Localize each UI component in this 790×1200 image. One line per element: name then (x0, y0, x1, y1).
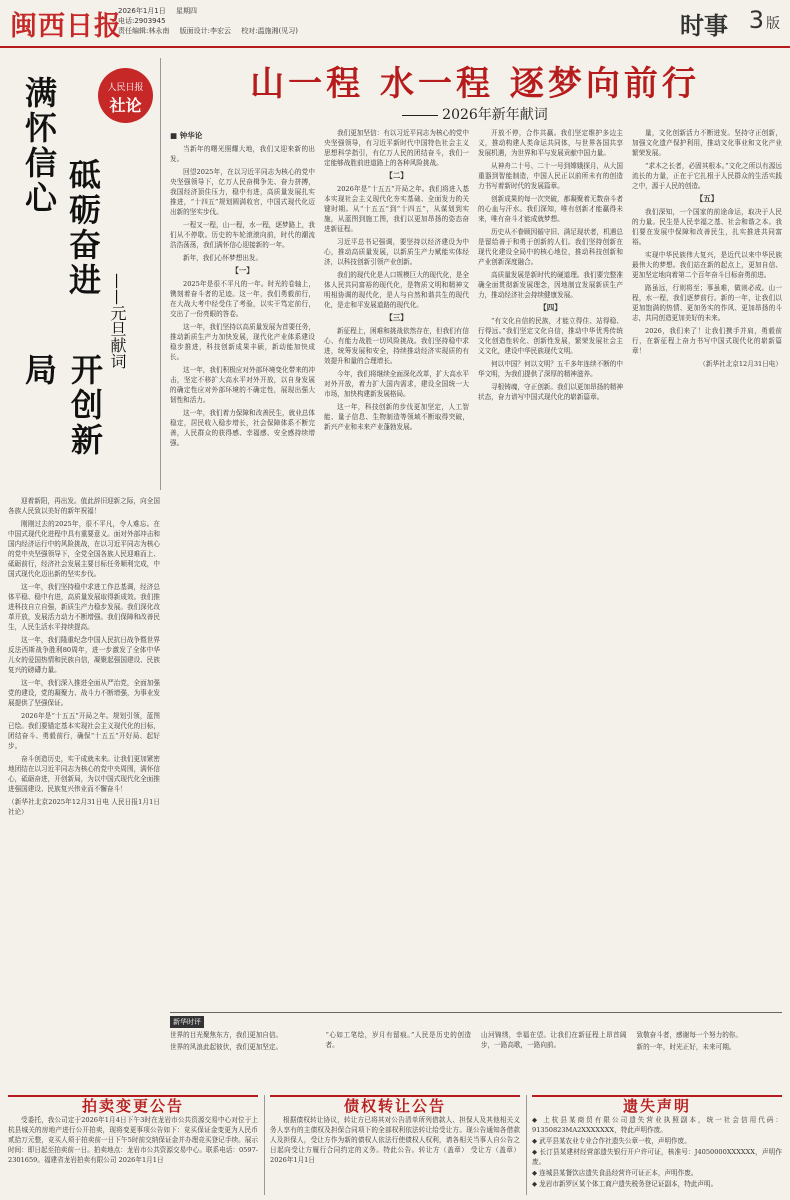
loss-statement-item: ◆ 龙岩市新罗区某个体工商户遗失税务登记证副本，特此声明。 (532, 1180, 718, 1188)
article-paragraph: 这一年，我们着力保障和改善民生，就业总体稳定，居民收入稳步增长，社会保障体系不断完善，人民群众的获得感、幸福感、安全感持续增强。 (170, 409, 315, 447)
article-column-2 (324, 128, 469, 1010)
proofreader: 校对:温施湘(见习) (241, 27, 299, 35)
article-paragraph: 新征程上，困难和挑战依然存在，但我们有信心、有能力战胜一切风险挑战。我们坚持稳中求进，统筹发展和安全，持续推动经济实现质的有效提升和量的合理增长。 (324, 327, 469, 365)
article-column-4 (632, 128, 782, 1010)
article-paragraph: 2026年是“十五五”开局之年。我们将进入基本实现社会主义现代化夯实基础、全面发力的关键时期。从“十五五”到“十四五”，从谋划到实施，从蓝图到施工图，我们以更加昂扬的姿态奋进新征程。 (324, 185, 469, 233)
article-section-marker: 【四】 (539, 303, 562, 312)
poetry-line: 新的一年，时光正好，未来可期。 (636, 1043, 736, 1051)
article-section-marker: 【二】 (385, 171, 408, 180)
editorial-paragraph: 这一年，我们隆重纪念中国人民抗日战争暨世界反法西斯战争胜利80周年，进一步激发了全体中华儿女的爱国热情和民族自信，凝聚起强国建设、民族复兴的磅礴力量。 (8, 636, 160, 674)
masthead-meta (118, 6, 306, 36)
editorial-title-line-1: 满怀信心 (20, 76, 58, 216)
editorial-paragraph: 2026年是“十五五”开局之年。规划引领，蓝图已绘。我们要锚定基本实现社会主义现代化的目标，团结奋斗、勇毅前行，确保“十五五”开好局、起好步。 (8, 712, 160, 750)
auction-notice-body: 受委托，我公司定于2026年1月4日下午3时在龙岩市公共资源交易中心对位于上杭县城关的房地产进行公开拍卖，现将变更事项公告如下：竞买保证金变更为人民币贰拾万元整，竞买人须于拍卖前一日下午5时前交纳保证金并办理竞买登记手续。展示时间：即日起至拍卖前一日。拍卖地点：龙岩市公共资源交易中心。联系电话：0597-2301659。福建省龙岩拍卖有限公司 2026年1月1日 (8, 1116, 258, 1164)
debt-transfer-notice-title: 债权转让公告 (343, 1097, 446, 1115)
article-paragraph: 何以中国？何以文明？五千多年连续不断的中华文明，为我们提供了深厚的精神滋养。 (478, 360, 623, 378)
article-dateline: （新华社北京12月31日电） (699, 360, 782, 368)
editorial-body (8, 496, 160, 1010)
article-section-marker: 【一】 (231, 266, 254, 275)
article-paragraph: 开放不停，合作共赢。我们坚定维护多边主义，推动构建人类命运共同体，与世界各国共享发展机遇，为世界和平与发展贡献中国力量。 (478, 129, 623, 157)
issue-date: 2026年1月1日 (118, 7, 166, 15)
editorial-byline: ——元旦献词 (108, 273, 127, 369)
article-paragraph: 当新年的曙光照耀大地，我们又迎来新的出发。 (170, 145, 315, 163)
phone: 电话:2903945 (118, 17, 166, 25)
auction-notice-title: 拍卖变更公告 (81, 1097, 184, 1115)
article-paragraph: 路虽远，行则将至；事虽难，做则必成。山一程，水一程，我们逐梦前行。新的一年，让我们以更加饱满的热情、更加务实的作风、更加昂扬的斗志，共同创造更加美好的未来。 (632, 284, 782, 322)
poetry-line: 致敬奋斗者，感谢每一个努力的你。 (636, 1031, 742, 1039)
poetry-line: 世界的目光聚焦东方，我们更加自信。 (170, 1031, 283, 1039)
auction-notice (8, 1095, 258, 1197)
loss-statement-title: 遗失声明 (622, 1097, 691, 1115)
editorial-paragraph: 奋斗创造历史，实干成就未来。让我们更加紧密地团结在以习近平同志为核心的党中央周围，满怀信心，砥砺奋进，开创新局，为以中国式现代化全面推进强国建设、民族复兴伟业而不懈奋斗！ (8, 755, 160, 793)
article-paragraph: “求木之长者，必固其根本。”文化之所以有源远流长的力量，正在于它扎根于人民群众的生活实践之中，源于人民的创造。 (632, 162, 782, 190)
loss-statement-item: ◆ 武平县某农业专业合作社遗失公章一枚，声明作废。 (532, 1137, 691, 1145)
masthead (0, 0, 790, 48)
divider (264, 1095, 265, 1195)
article-paragraph: 历史从不眷顾因循守旧、满足现状者，机遇总是留给善于和勇于创新的人们。我们坚持创新在现代化建设全局中的核心地位，推动科技创新和产业创新深度融合。 (478, 228, 623, 266)
article-paragraph: 寻根铸魂，守正创新。我们以更加昂扬的精神状态，奋力谱写中国式现代化的崭新篇章。 (478, 383, 623, 401)
article-paragraph: 新年，我们心怀梦想出发。 (183, 254, 263, 262)
article-paragraph: 一程又一程，山一程，水一程，逐梦路上，我们从不停歇。历史的车轮滚滚向前，时代的潮流浩浩荡荡，我们满怀信心迎接新的一年。 (170, 221, 315, 249)
article-paragraph: 我们的现代化是人口规模巨大的现代化，是全体人民共同富裕的现代化，是物质文明和精神文明相协调的现代化，是人与自然和谐共生的现代化，是走和平发展道路的现代化。 (324, 271, 469, 309)
divider (526, 1095, 527, 1195)
loss-statement-item: ◆ 上杭县某商贸有限公司遗失营业执照副本，统一社会信用代码：91350823MA2XXXXXXX，特此声明作废。 (532, 1116, 782, 1134)
editorial-title-line-3: 开创新局 (20, 353, 104, 458)
loss-statement-notice (532, 1095, 782, 1197)
debt-transfer-notice (270, 1095, 520, 1197)
newspaper-logo: 闽西日报 (10, 11, 122, 42)
editorial-paragraph: 迎着新阳，再出发。值此辞旧迎新之际，向全国各族人民致以美好的新年祝福！ (8, 497, 160, 515)
editor: 责任编辑:林永南 (118, 27, 170, 35)
main-headline: 山一程 水一程 逐梦向前行 (250, 64, 700, 104)
article-paragraph: 量，文化创新活力不断迸发。坚持守正创新，加强文化遗产保护利用，推动文化事业和文化产业繁荣发展。 (632, 129, 782, 157)
article-paragraph: 这一年，科技创新的步伐更加坚定，人工智能、量子信息、生物制造等领域不断取得突破，新兴产业和未来产业蓬勃发展。 (324, 403, 469, 431)
poetry-line: 世界的风浪此起彼伏，我们更加坚定。 (170, 1043, 283, 1051)
article-paragraph: 回望2025年，在以习近平同志为核心的党中央坚强领导下，亿万人民奋楫争先、奋力拼搏，我国经济顶住压力，稳中有进，高质量发展扎实推进，“十四五”规划圆满收官，中国式现代化迈出新的坚实步伐。 (170, 168, 315, 216)
loss-statement-item: ◆ 长汀县某建材经营部遗失银行开户许可证，核准号：J4050000XXXXXX，声明作废。 (532, 1148, 782, 1166)
article-paragraph: 这一年，我们积极应对外部环境变化带来的冲击，坚定不移扩大高水平对外开放，以自身发展的确定性应对外部环境的不确定性，展现出强大韧性和活力。 (170, 366, 315, 404)
page-number: 3 版 (748, 6, 780, 34)
editorial-title-block (8, 58, 161, 490)
article-paragraph: 我们深知，一个国家的前途命运，取决于人民的力量。民生是人民幸福之基、社会和谐之本。我们要在发展中保障和改善民生，扎实推进共同富裕。 (632, 208, 782, 246)
article-paragraph: “有文化自信的民族，才能立得住、站得稳、行得远。”我们坚定文化自信，推动中华优秀传统文化创造性转化、创新性发展，繁荣发展社会主义文化，建设中华民族现代文明。 (478, 317, 623, 355)
poetry-line: “心如工笔绘，岁月有留痕。”人民是历史的创造者。 (325, 1031, 471, 1049)
debt-transfer-notice-body: 根据债权转让协议，转让方已将其对公告清单所列借款人、担保人及其他相关义务人享有的主债权及担保合同项下的全部权利依法转让给受让方。现公告通知各借款人及担保人，受让方作为新的债权人依法行使债权人权利，请各相关当事人自公告之日起向受让方履行合同约定的义务。特此公告。转让方（盖章） 受让方（盖章） 2026年1月1日 (270, 1116, 520, 1164)
renmin-ribao-seal: 人民日报 社论 (98, 68, 153, 123)
editorial-paragraph: 刚刚过去的2025年，很不平凡，令人难忘。在中国式现代化进程中具有重要意义。面对外部冲击和国内经济运行中的风险挑战，在以习近平同志为核心的党中央坚强领导下，全党全国各族人民迎难而上、砥砺前行，经济社会发展主要目标任务顺利完成，中国式现代化迈出新的坚实步伐。 (8, 520, 160, 578)
article-section-marker: 【五】 (695, 194, 719, 203)
main-subtitle: 2026年新年献词 (170, 104, 780, 124)
article-paragraph: 2026，我们来了！让我们携手并肩，勇毅前行，在新征程上奋力书写中国式现代化的崭新篇章！ (632, 327, 782, 355)
article-column-1 (170, 128, 315, 1010)
article-paragraph: 高质量发展是新时代的硬道理。我们要完整准确全面贯彻新发展理念，因地制宜发展新质生产力，推动经济社会持续健康发展。 (478, 271, 623, 299)
divider (170, 1012, 782, 1013)
loss-statement-item: ◆ 连城县某餐饮店遗失食品经营许可证正本，声明作废。 (532, 1169, 698, 1177)
article-paragraph: 从神舟二十号、二十一号到嫦娥探月，从大国重器到智能制造，中国人民正以前所未有的创造力书写着新时代的发展篇章。 (478, 162, 623, 190)
editorial-paragraph: 这一年，我们坚持稳中求进工作总基调，经济总体平稳、稳中有进，高质量发展取得新成效。我们推进科技自立自强，新质生产力稳步发展。我们深化改革开放，发展活力动力不断增强。我们保障和改善民生，人民生活水平持续提高。 (8, 583, 160, 631)
designer: 版面设计:李宏云 (179, 27, 231, 35)
article-paragraph: 创新成果的每一次突破，都凝聚着无数奋斗者的心血与汗水。我们深知，唯有创新才能赢得未来，唯有奋斗才能成就梦想。 (478, 195, 623, 223)
article-section-marker: 【三】 (385, 313, 408, 322)
poetry-strip (170, 1016, 782, 1088)
article-lead-label: ■ 钟华论 (170, 131, 203, 140)
article-paragraph: 2025年是很不平凡的一年。时光的卷轴上，镌刻着奋斗者的足迹。这一年，我们勇毅前行，在大战大考中经受住了考验，以实干笃定前行，交出了一份亮眼的答卷。 (170, 280, 315, 318)
article-column-3 (478, 128, 623, 1010)
article-paragraph: 我们更加坚信：有以习近平同志为核心的党中央坚强领导，有习近平新时代中国特色社会主义思想科学指引，有亿万人民的团结奋斗，我们一定能够战胜前进道路上的各种风险挑战。 (324, 129, 469, 167)
editorial-dateline: （新华社北京2025年12月31日电 人民日报1月1日社论） (8, 798, 160, 816)
article-paragraph: 今年，我们将继续全面深化改革，扩大高水平对外开放，着力扩大国内需求，建设全国统一大市场，加快构建新发展格局。 (324, 370, 469, 398)
poetry-label: 新华时评 (170, 1016, 204, 1028)
issue-weekday: 星期四 (175, 7, 197, 15)
section-title: 时事 (680, 12, 728, 40)
editorial-paragraph: 这一年，我们深入推进全面从严治党，全面加强党的建设，党的凝聚力、战斗力不断增强，为事业发展提供了坚强保证。 (8, 679, 160, 707)
article-paragraph: 这一年，我们坚持以高质量发展为首要任务，推动新质生产力加快发展，现代化产业体系建设稳步推进，科技创新成果丰硕，新动能加快成长。 (170, 323, 315, 361)
editorial-title-line-2: 砥砺奋进 (64, 158, 102, 298)
poetry-line: 山河锦绣，幸福在望。让我们在新征程上昂首阔步，一路高歌，一路向前。 (481, 1031, 627, 1049)
article-paragraph: 实现中华民族伟大复兴，是近代以来中华民族最伟大的梦想。我们站在新的起点上，更加自信、更加坚定地向着第二个百年奋斗目标奋勇前进。 (632, 251, 782, 279)
article-paragraph: 习近平总书记强调，要坚持以经济建设为中心，推动高质量发展，以新质生产力赋能实体经济，以科技创新引领产业创新。 (324, 238, 469, 266)
